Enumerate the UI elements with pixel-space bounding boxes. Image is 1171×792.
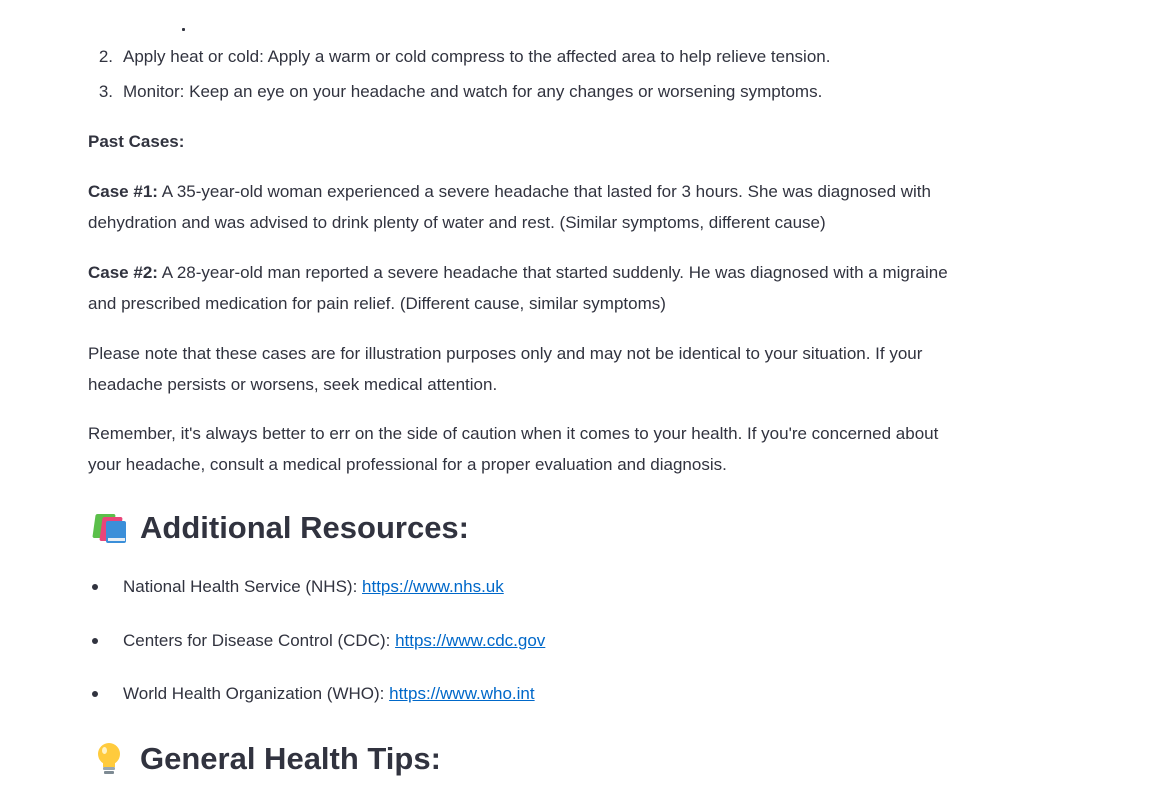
cdc-link[interactable]: https://www.cdc.gov	[395, 630, 546, 650]
resource-label: World Health Organization (WHO):	[123, 684, 390, 703]
case-1-label: Case #1:	[88, 182, 158, 201]
general-health-tips-title: General Health Tips:	[140, 741, 441, 776]
clipped-text-fragment	[182, 28, 185, 31]
list-item	[88, 575, 545, 629]
list-item	[88, 682, 545, 736]
case-2-label: Case #2:	[88, 263, 158, 282]
reminder-paragraph: Remember, it's always better to err on the side of caution when it comes to your health. If you're concerned about your headache, consult a medical professional for a proper evaluation and diagnosis.	[88, 424, 939, 474]
resources-list	[88, 575, 545, 736]
case-2-paragraph	[88, 258, 948, 319]
list-item-text: Apply heat or cold: Apply a warm or cold compress to the affected area to help relieve tension.	[123, 47, 831, 66]
list-item	[88, 629, 545, 683]
resource-label: National Health Service (NHS):	[123, 577, 363, 596]
general-health-tips-heading	[92, 739, 441, 779]
lightbulb-icon	[92, 742, 126, 776]
resource-label: Centers for Disease Control (CDC):	[123, 630, 396, 650]
books-icon	[92, 511, 126, 545]
additional-resources-heading	[92, 508, 469, 548]
list-item	[88, 45, 830, 80]
self-care-steps-list	[88, 45, 830, 115]
list-item	[88, 80, 830, 115]
case-1-paragraph	[88, 177, 948, 238]
bullet-icon	[92, 584, 98, 590]
case-2-text: A 28-year-old man reported a severe headache that started suddenly. He was diagnosed with a migraine and prescribed medication for pain relief. (Different cause, similar symptoms)	[88, 263, 948, 313]
list-item-number: 2.	[98, 47, 113, 66]
disclaimer-paragraph: Please note that these cases are for illustration purposes only and may not be identical to your situation. If your headache persists or worsens, seek medical attention.	[88, 344, 923, 394]
past-cases-heading: Past Cases:	[88, 132, 185, 151]
nhs-link[interactable]: https://www.nhs.uk	[362, 577, 504, 596]
list-item-text: Monitor: Keep an eye on your headache and watch for any changes or worsening symptoms.	[123, 82, 823, 101]
bullet-icon	[92, 691, 98, 697]
bullet-icon	[92, 638, 98, 644]
list-item-number: 3.	[98, 82, 113, 101]
additional-resources-title: Additional Resources:	[140, 510, 469, 545]
case-1-text: A 35-year-old woman experienced a severe headache that lasted for 3 hours. She was diagnosed with dehydration and was advised to drink plenty of water and rest. (Similar symptoms, different cause)	[88, 182, 931, 232]
who-link[interactable]: https://www.who.int	[389, 684, 535, 703]
